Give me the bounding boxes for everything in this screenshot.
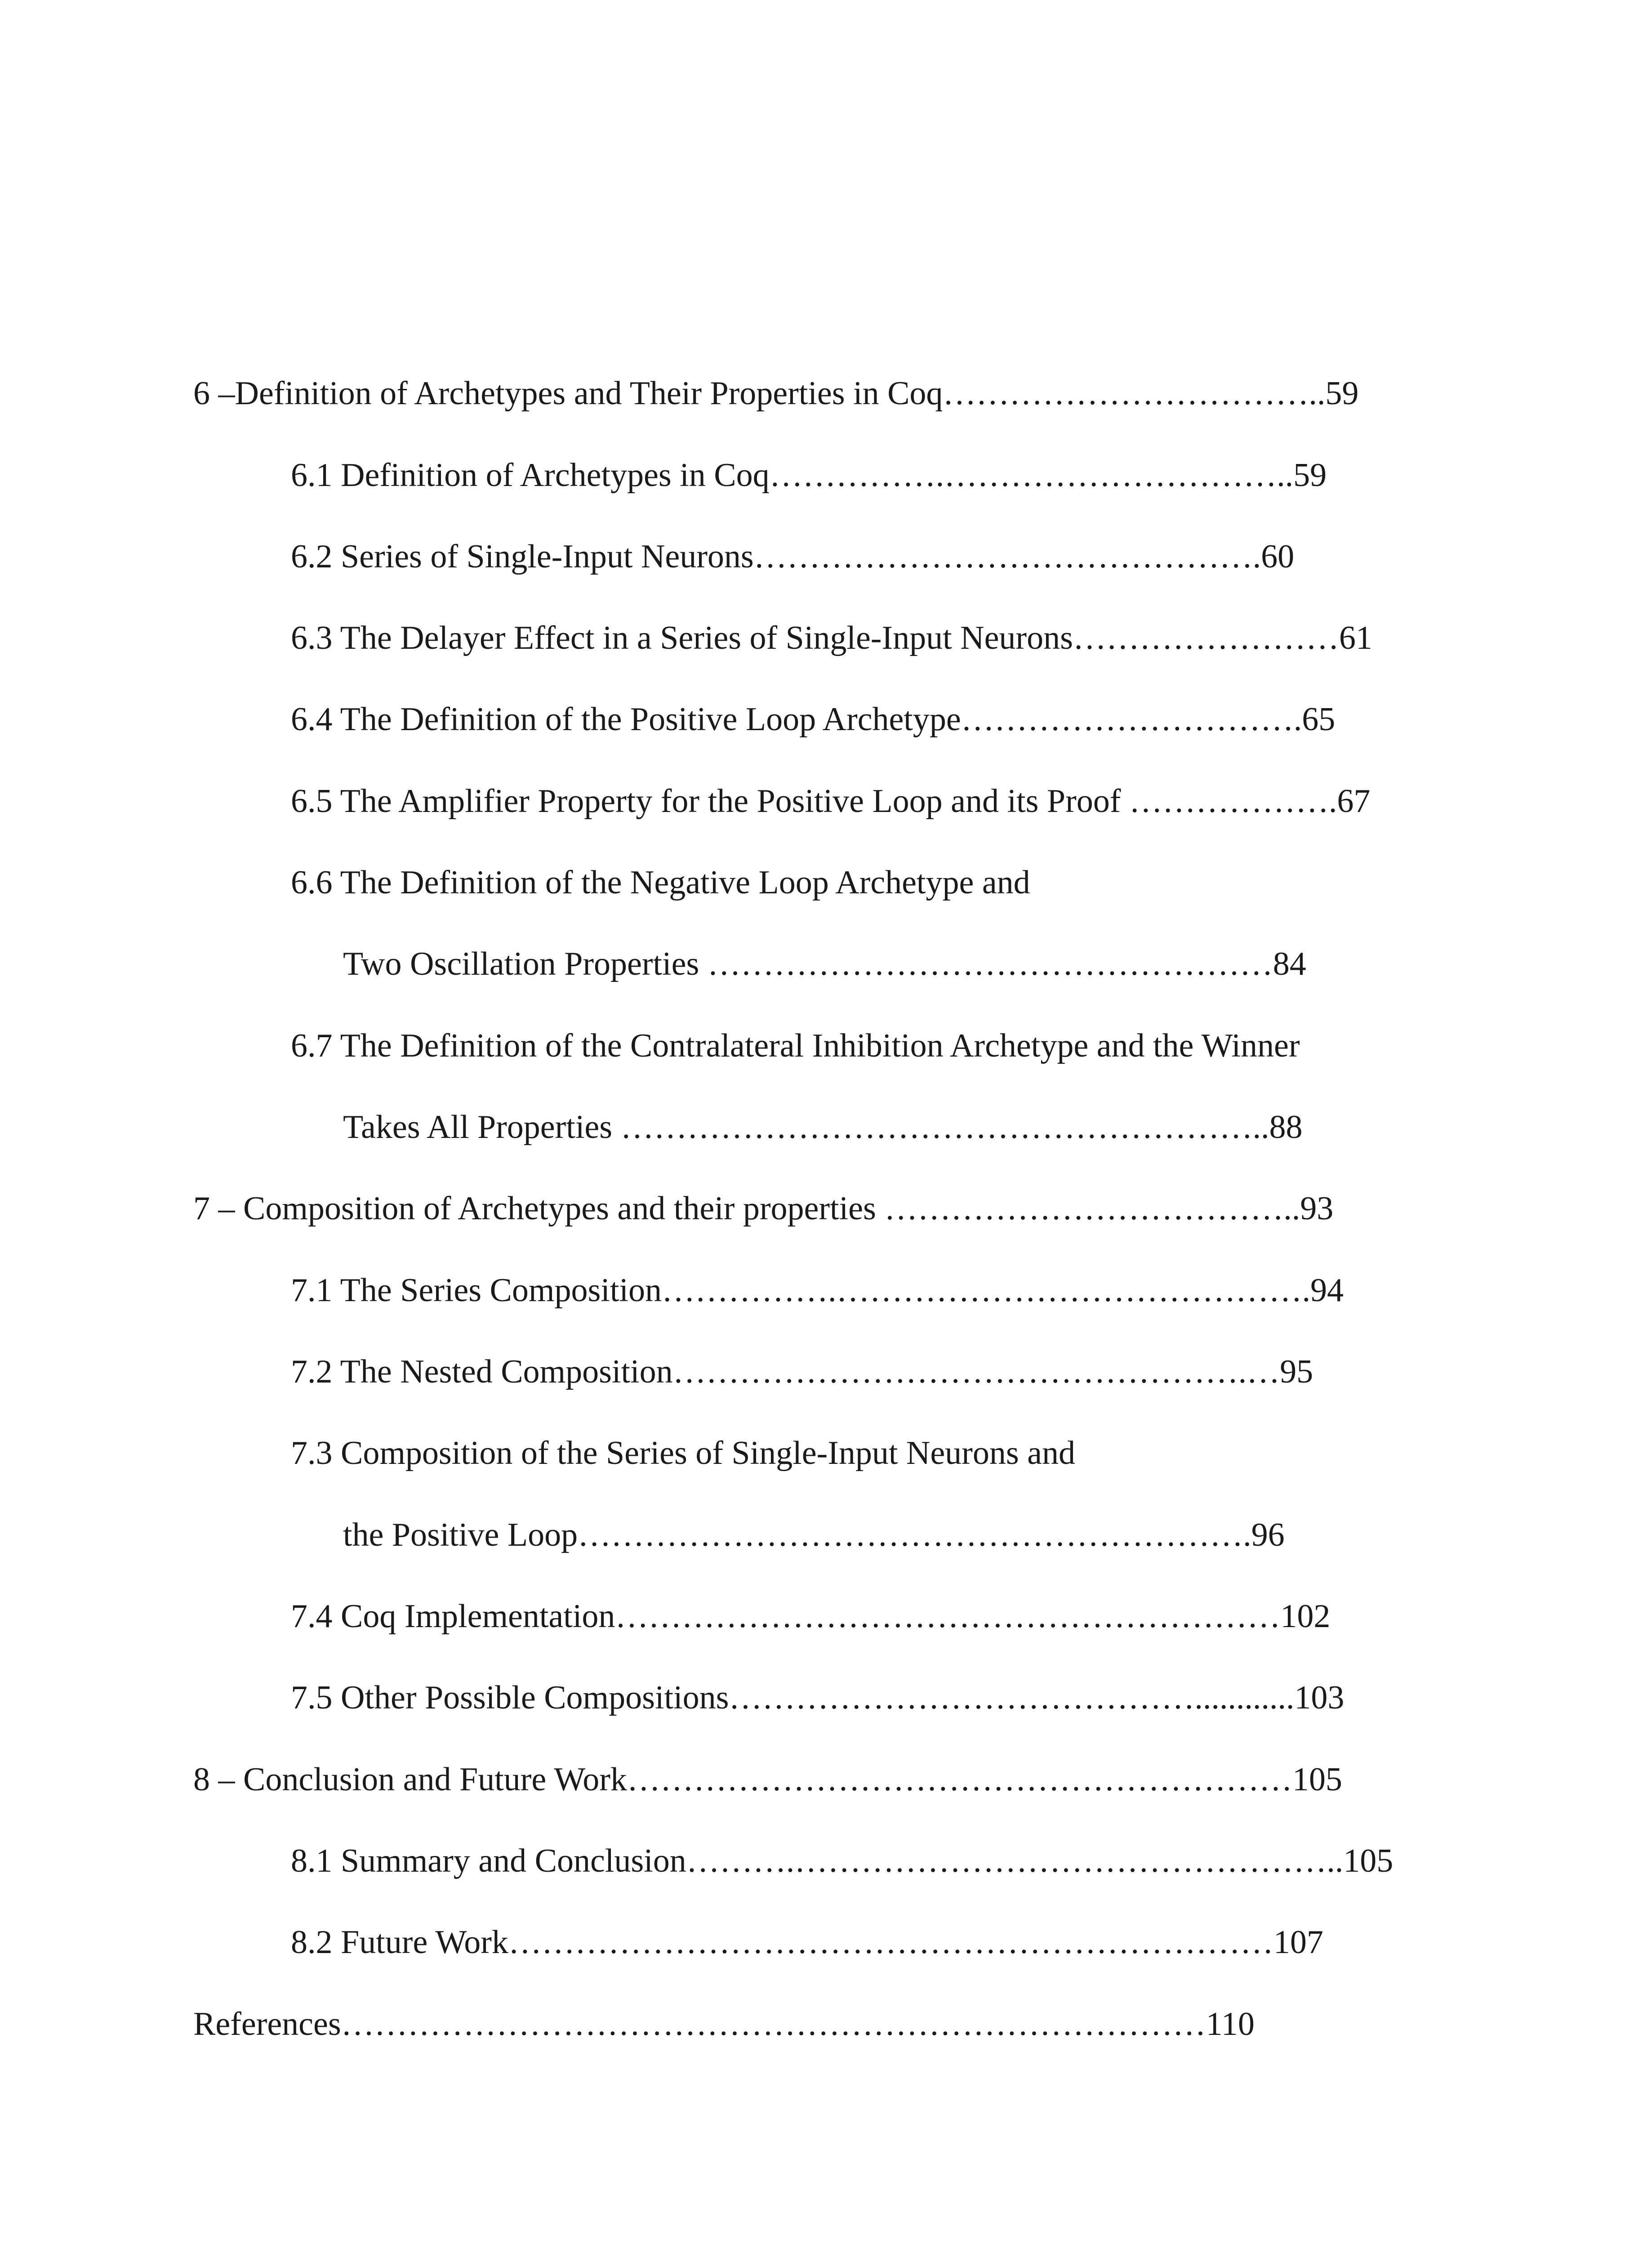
toc-entry-6-7[interactable]: 6.7 The Definition of the Contralateral Inhibition Archetype and the Winner [291, 1027, 1300, 1064]
toc-entry-6-6[interactable]: 6.6 The Definition of the Negative Loop Archetype and [291, 864, 1030, 901]
toc-entry-7-4[interactable]: 7.4 Coq Implementation……………………………………………………102 [291, 1598, 1331, 1635]
toc-entry-6-4[interactable]: 6.4 The Definition of the Positive Loop Archetype………………………….65 [291, 701, 1336, 738]
toc-entry-7-2[interactable]: 7.2 The Nested Composition…………………………………………….…95 [291, 1353, 1314, 1390]
toc-entry-7-1[interactable]: 7.1 The Series Composition…………….…………………………………….94 [291, 1272, 1344, 1309]
toc-entry-7-3[interactable]: 7.3 Composition of the Series of Single-Input Neurons and [291, 1435, 1075, 1472]
toc-entry-6-3[interactable]: 6.3 The Delayer Effect in a Series of Single-Input Neurons……………………61 [291, 620, 1372, 656]
toc-entry-7-3-continuation[interactable]: the Positive Loop…………………………………………………….96 [343, 1517, 1285, 1553]
toc-entry-6-1[interactable]: 6.1 Definition of Archetypes in Coq…………….…………………………..59 [291, 457, 1327, 494]
toc-entry-7-5[interactable]: 7.5 Other Possible Compositions……………………………………............103 [291, 1679, 1345, 1716]
toc-entry-6-2[interactable]: 6.2 Series of Single-Input Neurons……………………………………….60 [291, 538, 1295, 575]
toc-entry-6-5[interactable]: 6.5 The Amplifier Property for the Positive Loop and its Proof ……………….67 [291, 783, 1371, 820]
toc-entry-chapter-6[interactable]: 6 –Definition of Archetypes and Their Properties in Coq……………………………..59 [193, 375, 1359, 412]
toc-entry-6-7-continuation[interactable]: Takes All Properties …………………………………………………..88 [343, 1109, 1303, 1146]
toc-entry-8-2[interactable]: 8.2 Future Work……………………………………………………………107 [291, 1924, 1323, 1961]
toc-entry-chapter-7[interactable]: 7 – Composition of Archetypes and their properties ………………………………..93 [193, 1190, 1334, 1227]
toc-entry-references[interactable]: References……………………………………………………………………110 [193, 2006, 1255, 2043]
toc-entry-6-6-continuation[interactable]: Two Oscillation Properties ……………………………………………84 [343, 946, 1306, 982]
toc-entry-8-1[interactable]: 8.1 Summary and Conclusion……….…………………………………………..105 [291, 1842, 1394, 1879]
toc-entry-chapter-8[interactable]: 8 – Conclusion and Future Work……………………………………………………105 [193, 1761, 1342, 1798]
